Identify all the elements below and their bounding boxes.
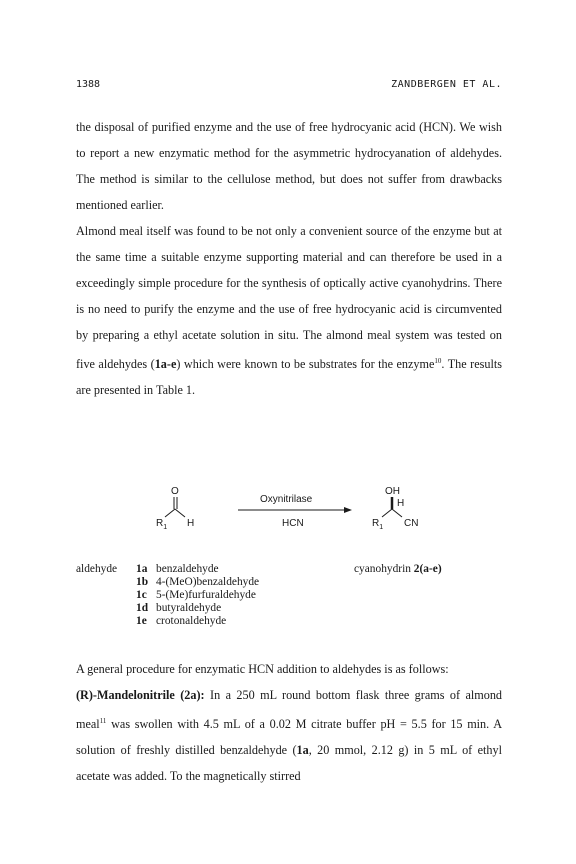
page-number: 1388: [76, 79, 101, 90]
compound-ref: 1a-e: [154, 357, 177, 372]
running-head: ZANDBERGEN ET AL.: [391, 79, 502, 90]
paragraph-general-procedure: A general procedure for enzymatic HCN addition to aldehydes is as follows:: [76, 662, 449, 676]
product-hydrogen: H: [397, 498, 405, 509]
product-hydroxyl: OH: [385, 486, 400, 497]
list-item: 1a benzaldehyde: [136, 563, 219, 575]
reference-superscript: 10: [434, 357, 442, 365]
product-r-group: $R_1$: [372, 518, 384, 531]
paragraph-mandelonitrile: (R)-Mandelonitrile (2a): In a 250 mL round bottom flask three grams of almond meal$^{11}$ was swollen with 4.5 mL of a 0.02 M citrate buffer pH = 5.5 for 15 min. A solution of freshly distilled benzaldehyde (1a, 20 mmol, 2.12 g) in 5 mL of ethyl acetate was added. To the magnetically stirred: [76, 688, 503, 784]
list-lead-label: aldehyde: [76, 563, 118, 575]
aldehyde-list: [136, 563, 259, 628]
paragraph-text: Almond meal itself was found to be not only a convenient source of the enzyme but at the same time a suitable enzyme supporting material and can therefore be used in a exceedingly simple procedure for the synthesis of optically active cyanohydrins. There is no need to purify the enzyme and the use of free hydrocyanic acid is circumvented by preparing a ethyl acetate solution in situ. The almond meal system was tested on five aldehydes (: [76, 224, 502, 372]
product-bond-cn: [392, 509, 402, 517]
reagent-label: HCN: [282, 518, 304, 529]
compound-ref: 1a: [296, 743, 309, 758]
product-bond-r: [382, 509, 392, 517]
enzyme-label: Oxynitrilase: [260, 494, 313, 505]
page-header: [76, 79, 502, 95]
reactant-hydrogen: H: [187, 518, 195, 529]
reactant-oxygen: O: [171, 486, 179, 497]
reactant-r-group: $R_1$: [156, 518, 168, 531]
section-title: (R)-Mandelonitrile (2a):: [76, 688, 205, 702]
reference-superscript: 11: [99, 717, 107, 725]
paragraph-intro: the disposal of purified enzyme and the use of free hydrocyanic acid (HCN). We wish to report a new enzymatic method for the asymmetric hydrocyanation of aldehydes. The method is similar to the cellulose method, but does not suffer from drawbacks mentioned earlier.: [76, 120, 502, 212]
reactant-bond-r: [165, 509, 175, 517]
product-label: cyanohydrin 2(a-e): [354, 563, 442, 575]
product-cyano: CN: [404, 518, 419, 529]
reaction-arrowhead: [344, 507, 352, 513]
list-item: 1d butyraldehyde: [136, 602, 222, 614]
list-item: 1b 4-(MeO)benzaldehyde: [136, 576, 260, 588]
reaction-scheme-svg: [150, 480, 430, 570]
paragraph-text: ) which were known to be substrates for the enzyme: [176, 357, 435, 372]
paragraph-almond-meal: [76, 218, 502, 403]
list-item: 1e crotonaldehyde: [136, 615, 227, 627]
paragraph-text: . The results are presented in Table 1.: [76, 357, 502, 398]
reaction-scheme: [150, 480, 430, 570]
reactant-bond-h: [175, 509, 185, 517]
list-item: 1c 5-(Me)furfuraldehyde: [136, 589, 256, 601]
